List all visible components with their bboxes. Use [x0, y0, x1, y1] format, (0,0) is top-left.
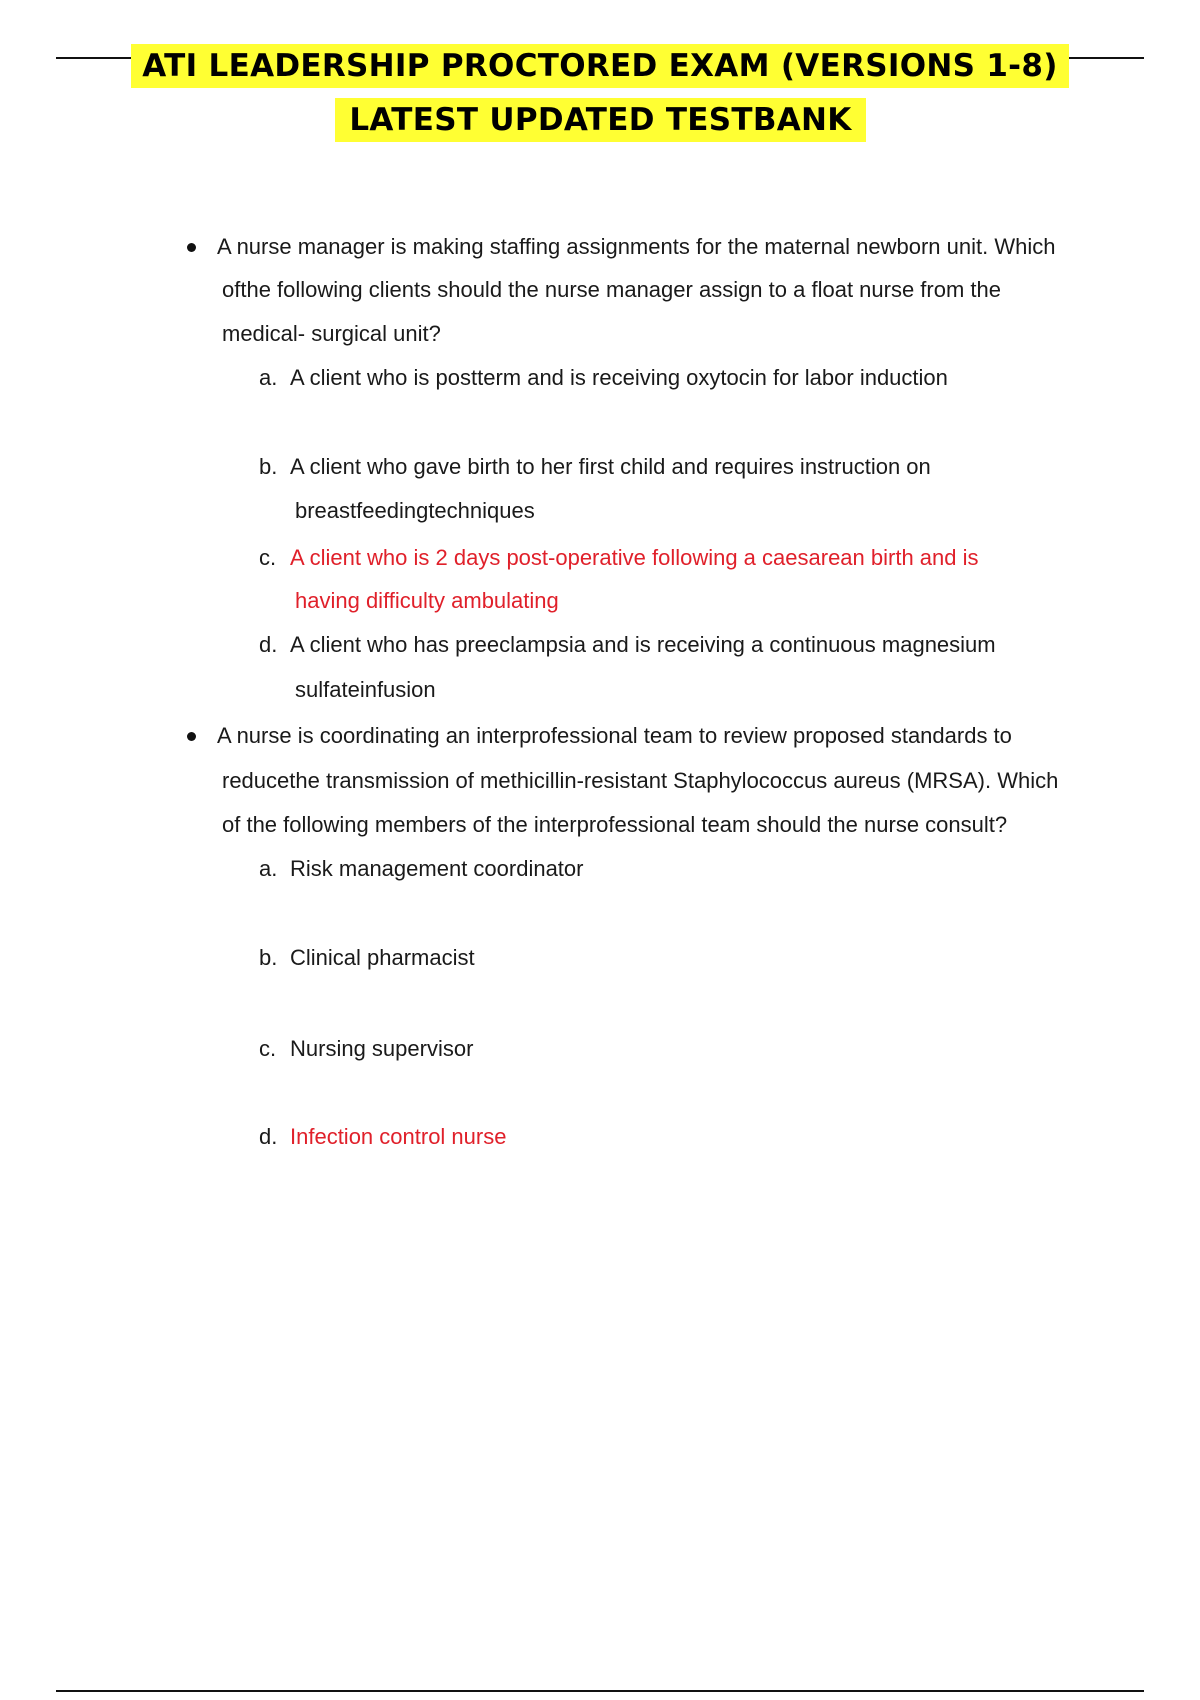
bullet-icon — [187, 243, 196, 252]
option-letter: a. — [259, 365, 278, 390]
question-stem-line: medical- surgical unit? — [222, 321, 441, 346]
question-stem-line: ofthe following clients should the nurse manager assign to a float nurse from the — [222, 277, 1002, 302]
option-text: Risk management coordinator — [290, 856, 584, 881]
option-letter: a. — [259, 856, 278, 881]
option-letter: c. — [259, 1036, 277, 1061]
bullet-icon — [187, 732, 196, 741]
correct-option-text: A client who is 2 days post-operative following a caesarean birth and is — [290, 545, 979, 570]
option-text: Clinical pharmacist — [290, 945, 475, 970]
option-text: A client who is postterm and is receiving oxytocin for labor induction — [290, 365, 948, 390]
document-title-line-2: LATEST UPDATED TESTBANK — [335, 98, 866, 142]
correct-option-text: Infection control nurse — [290, 1124, 507, 1149]
question-stem-line: A nurse manager is making staffing assignments for the maternal newborn unit. Which — [217, 234, 1056, 259]
question-stem-line: A nurse is coordinating an interprofessional team to review proposed standards to — [217, 723, 1012, 748]
option-letter: d. — [259, 1124, 278, 1149]
option-text: breastfeedingtechniques — [295, 498, 535, 523]
question-stem-line: of the following members of the interprofessional team should the nurse consult? — [222, 812, 1008, 837]
option-letter: c. — [259, 545, 277, 570]
option-letter: b. — [259, 945, 278, 970]
option-text: A client who gave birth to her first child and requires instruction on — [290, 454, 931, 479]
option-text: sulfateinfusion — [295, 677, 436, 702]
footer-rule — [56, 1690, 1144, 1692]
document-title-line-1: ATI LEADERSHIP PROCTORED EXAM (VERSIONS 1-8) — [131, 44, 1069, 88]
question-stem-line: reducethe transmission of methicillin-resistant Staphylococcus aureus (MRSA). Which — [222, 768, 1059, 793]
option-letter: b. — [259, 454, 278, 479]
option-letter: d. — [259, 632, 278, 657]
correct-option-text: having difficulty ambulating — [295, 588, 559, 613]
option-text: A client who has preeclampsia and is receiving a continuous magnesium — [290, 632, 996, 657]
option-text: Nursing supervisor — [290, 1036, 474, 1061]
